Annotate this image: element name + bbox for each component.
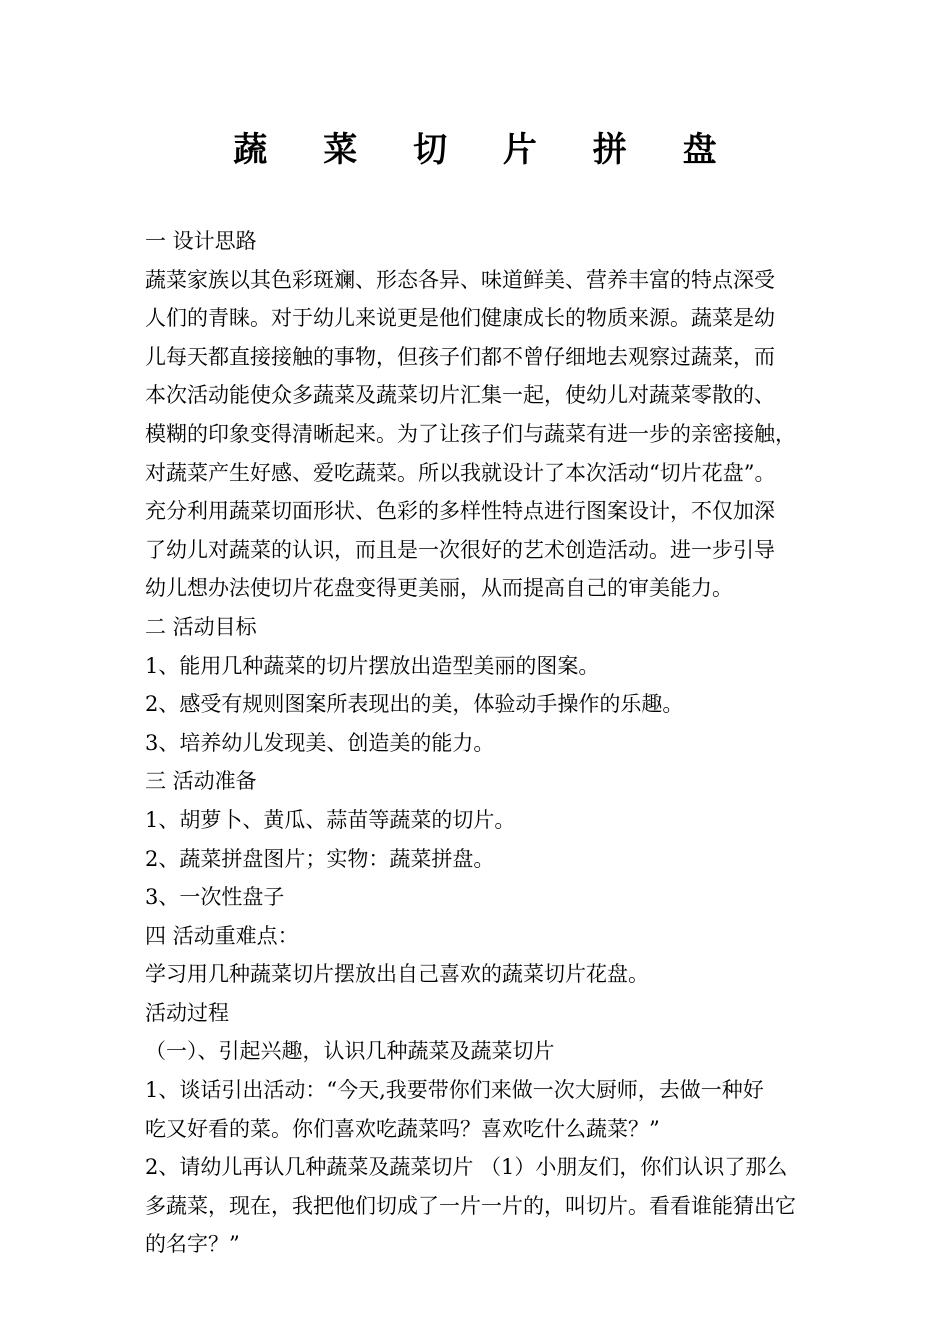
list-item: 3、一次性盘子 bbox=[145, 885, 285, 910]
paragraph-line: 对蔬菜产生好感、爱吃蔬菜。所以我就设计了本次活动“切片花盘”。 bbox=[145, 460, 776, 485]
paragraph-line: 儿每天都直接接触的事物，但孩子们都不曾仔细地去观察过蔬菜，而 bbox=[145, 344, 775, 369]
section-heading-preparation: 三 活动准备 bbox=[145, 769, 257, 794]
document-body bbox=[145, 222, 825, 1264]
subsection-heading: （一）、引起兴趣，认识几种蔬菜及蔬菜切片 bbox=[145, 1039, 555, 1064]
section-heading-key-points: 四 活动重难点： bbox=[145, 923, 299, 948]
document-title: 蔬 菜 切 片 拼 盘 bbox=[233, 130, 739, 170]
paragraph-line: 的名字？” bbox=[145, 1232, 240, 1257]
list-item: 2、感受有规则图案所表现出的美，体验动手操作的乐趣。 bbox=[145, 692, 684, 717]
paragraph-line: 1、谈话引出活动：“今天,我要带你们来做一次大厨师，去做一种好 bbox=[145, 1078, 764, 1103]
section-heading-goals: 二 活动目标 bbox=[145, 614, 257, 639]
paragraph-line: 了幼儿对蔬菜的认识，而且是一次很好的艺术创造活动。进一步引导 bbox=[145, 537, 775, 562]
list-item: 1、能用几种蔬菜的切片摆放出造型美丽的图案。 bbox=[145, 653, 600, 678]
list-item: 1、胡萝卜、黄瓜、蒜苗等蔬菜的切片。 bbox=[145, 807, 516, 832]
paragraph-line: 充分利用蔬菜切面形状、色彩的多样性特点进行图案设计，不仅加深 bbox=[145, 499, 775, 524]
section-heading-design-idea: 一 设计思路 bbox=[145, 229, 257, 253]
paragraph-line: 学习用几种蔬菜切片摆放出自己喜欢的蔬菜切片花盘。 bbox=[145, 962, 649, 987]
paragraph-line: 幼儿想办法使切片花盘变得更美丽，从而提高自己的审美能力。 bbox=[145, 576, 733, 601]
section-heading-process: 活动过程 bbox=[145, 1000, 229, 1025]
paragraph-line: 吃又好看的菜。你们喜欢吃蔬菜吗？喜欢吃什么蔬菜？” bbox=[145, 1116, 660, 1141]
paragraph-line: 2、请幼儿再认几种蔬菜及蔬菜切片 （1）小朋友们，你们认识了那么 bbox=[145, 1155, 788, 1180]
list-item: 3、培养幼儿发现美、创造美的能力。 bbox=[145, 730, 495, 755]
paragraph-line: 蔬菜家族以其色彩斑斓、形态各异、味道鲜美、营养丰富的特点深受 bbox=[145, 267, 775, 292]
paragraph-line: 人们的青睐。对于幼儿来说更是他们健康成长的物质来源。蔬菜是幼 bbox=[145, 306, 775, 331]
paragraph-line: 本次活动能使众多蔬菜及蔬菜切片汇集一起，使幼儿对蔬菜零散的、 bbox=[145, 383, 775, 408]
paragraph-line: 多蔬菜，现在，我把他们切成了一片一片的，叫切片。看看谁能猜出它 bbox=[145, 1193, 796, 1218]
paragraph-line: 模糊的印象变得清晰起来。为了让孩子们与蔬菜有进一步的亲密接触， bbox=[145, 421, 796, 446]
list-item: 2、蔬菜拼盘图片；实物：蔬菜拼盘。 bbox=[145, 846, 495, 871]
